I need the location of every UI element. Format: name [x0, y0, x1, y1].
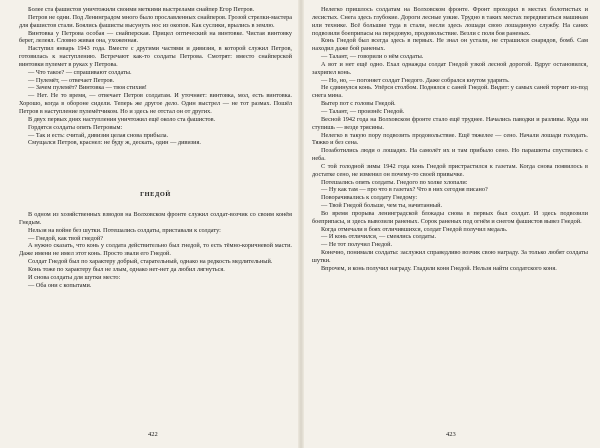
paragraph: Нелегко в такую пору подвозить продовольствие. Ещё тяжелее — сено. Начали лошади голодать. Тяжко и без сена.: [312, 131, 588, 147]
left-page: [19, 6, 292, 448]
dialogue-line: — Гнедой, как твой гнедой?: [28, 234, 104, 242]
paragraph: Не сдвинулся конь. Упёрся столбом. Поднялся с саней Гнедой. Видит: у самых саней торчит из-под снега мина.: [312, 84, 588, 100]
dialogue-line: — Но, но, — погоняет солдат Гнедого. Даже собрался кнутом ударить.: [321, 76, 510, 84]
paragraph: Смущался Петров, краснел: не буду ж, дескать, один — дивизия.: [28, 139, 201, 147]
dialogue-line: — Оба они с копытами.: [28, 281, 92, 289]
paragraph: Винтовка у Петрова особая — снайперская. Прицел оптический на винтовке. Чистая винтовку берег, лелеял. Словно живая она, ухоженная.: [19, 29, 292, 45]
paragraph: Конь тоже по характеру был не злым, однако нет-нет да любил лягнуться.: [28, 265, 225, 273]
paragraph: Наступил январь 1943 года. Вместе с другими частями и дивизия, в которой служил Петров, готовилась к наступлению. Встречают как-то солдаты Петрова. Смотрят: вместо снайперской винтовки пулемет в руках у Петрова.: [19, 45, 292, 68]
dialogue-line: — Так и есть: считай, дивизия целая снова прибыла.: [28, 131, 169, 139]
section-title: ГНЕДОЙ: [140, 191, 171, 199]
paragraph: С той голодной зимы 1942 года конь Гнедой пристрастился к газетам. Когда снова появилось в достатке сено, не изменил он почему-то своей привычке.: [312, 162, 588, 178]
paragraph: Позаботились люди о лошадях. На самолёт их и там прибыло сено. Но парашюты спустились с неба.: [312, 147, 588, 163]
book-gutter: [298, 0, 304, 448]
paragraph: Поворачивались к солдату Гнедому:: [321, 194, 418, 202]
dialogue-line: — Ну как там — про что в газетах? Что в них сегодня писано?: [321, 186, 488, 194]
right-page-number: 423: [446, 431, 456, 438]
paragraph: Конь Гнедой был всегда здесь в первых. Не знал он устали, не страшился снарядов, бомб. Сам находил даже бой раненых.: [312, 37, 588, 53]
paragraph: А нужно сказать, что конь у солдата действительно был гнедой, то есть тёмно-коричневой масти. Даже имени не имел этот конь. Просто звали его Гнедой.: [19, 242, 292, 258]
dialogue-line: — Что такое? — спрашивают солдаты.: [28, 68, 132, 76]
dialogue-line: — Талант, — говорили о нём солдаты.: [321, 53, 424, 61]
paragraph: Нелегко пришлось солдатам на Волховском фронте. Фронт проходил в местах болотистых и лесистых. Снега здесь глубокие. Дороги лесные узкие. Трудно в таких местах передвигаться машинам или технике. Всё большие туда в стали, несли здесь лошади свою лошадиную службу. На санях подвозили боеприпасы на передовую, продовольствие. Везли с поля боя раненых.: [312, 6, 588, 37]
paragraph: В двух первых днях наступления уничтожил ещё около ста фашистов.: [28, 115, 216, 123]
paragraph: Солдат Гнедой был по характеру добрый, старательный, однако на редкость медлительный.: [28, 258, 273, 266]
dialogue-line: — Талант, — произнёс Гнедой.: [321, 107, 405, 115]
paragraph: Вытер пот с головы Гнедой.: [321, 100, 396, 108]
paragraph: И снова солдаты для шутки место:: [28, 273, 121, 281]
paragraph: Во время прорыва ленинградской блокады снова в первых был солдат. И здесь подвозили боеприпасы, и здесь вывозили раненых. Сорок раненых под огнём и снегом фашистов вывез Гнедой.: [312, 209, 588, 225]
paragraph: Когда отмечали в боях отличившихся, солдат Гнедой получил медаль.: [321, 225, 508, 233]
paragraph: А вот и нет ещё одно. Ехал однажды солдат Гнедой узкой лесной дорогой. Вдруг остановился, захрипел конь.: [312, 60, 588, 76]
dialogue-line: — И конь отличился, — смеялись солдаты.: [321, 233, 437, 241]
left-page-number: 422: [148, 431, 158, 438]
paragraph: Потешались опять солдаты. Гнедого по холке хлопали:: [321, 178, 468, 186]
dialogue-line: — Зачем пулемёт? Винтовка — твоя стихия!: [28, 84, 147, 92]
paragraph: Весной 1942 года на Волховском фронте стало ещё труднее. Начались паводки и разливы. Куда ни ступишь — везде трясины.: [312, 115, 588, 131]
dialogue-line: — Твой Гнедой больше, чем ты, начитанный.: [321, 202, 443, 210]
paragraph: Конечно, понимали солдаты: заслужил справедливо возчик свою награду. За только любят солдаты шутки.: [312, 249, 588, 264]
paragraph: Впрочем, и конь получил награду. Гладили коня Гнедой. Нельзя найти солдатского коня.: [321, 264, 557, 272]
paragraph: Петров не одни. Под Ленинградом много было прославленных снайперов. Грозой стрелки-мастера для фашистов стали. Боялись фашисты высунуть нос из окопов. Как суслики, врылись в землю.: [19, 13, 292, 29]
paragraph: Нельзя на войне без шутки. Потешались солдаты, приставали к солдату:: [28, 226, 221, 234]
left-page-text-top: [19, 6, 292, 147]
dialogue-line: — Пулемёт, — отвечает Петров.: [28, 76, 115, 84]
left-page-text-bottom: [19, 211, 292, 289]
right-page: [312, 6, 588, 448]
paragraph: Более ста фашистов уничтожили своими меткими выстрелами снайпер Егор Петров.: [28, 6, 255, 13]
paragraph: Гордятся солдаты опять Петровым:: [28, 123, 123, 131]
right-page-text: [312, 6, 588, 273]
paragraph: В одном из хозяйственных взводов на Волховском фронте служил солдат-возчик со своим конём Гнедым.: [19, 211, 292, 226]
dialogue-line: — Нет. Не то время, — отвечает Петров солдатам. И уточняет: винтовка, мол, есть винтовка. Хорошо, когда в обороне сидели. Теперь же другое дело. Один выстрел — не тот размах. Пошёл Петров в наступление пулемётчиком. Но и здесь не отстал он от других.: [19, 92, 292, 115]
dialogue-line: — Не тот получил Гнедой.: [321, 241, 393, 249]
